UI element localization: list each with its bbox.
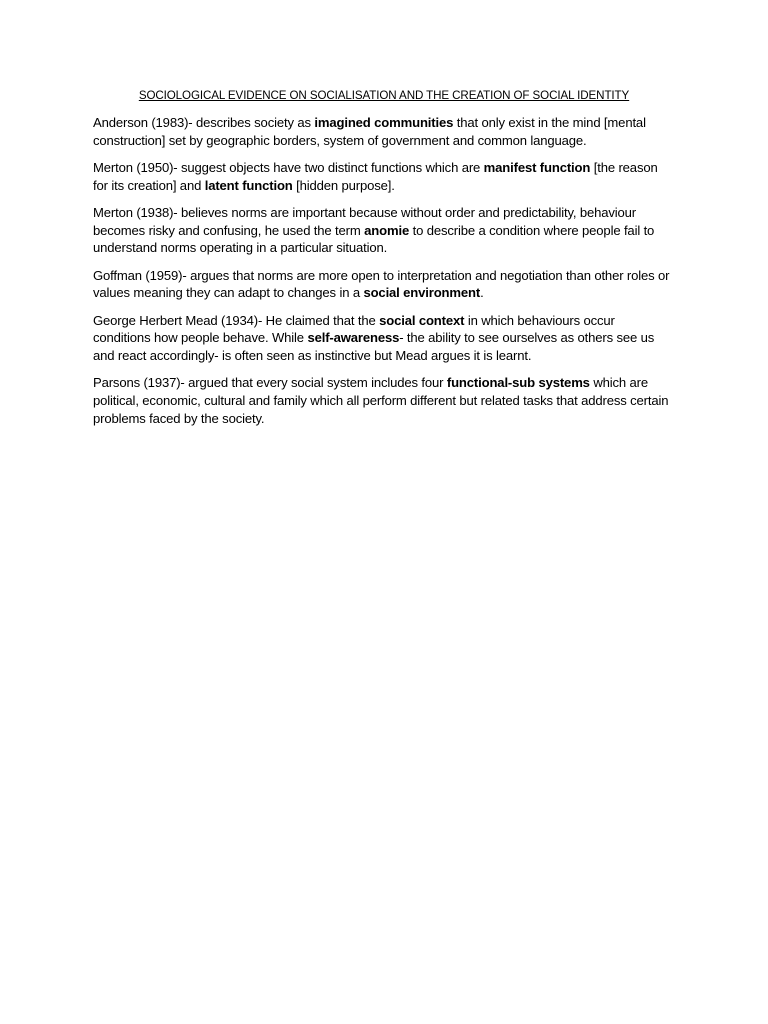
paragraph-text: Parsons (1937)- argued that every social system includes four [93,375,447,391]
document-title: SOCIOLOGICAL EVIDENCE ON SOCIALISATION AND THE CREATION OF SOCIAL IDENTITY [138,89,630,102]
key-term: anomie [364,222,410,238]
paragraph-text: - the ability to see ourselves as others see us and react accordingly- is often seen as instinctive but Mead argues it is learnt. [93,330,655,364]
paragraph-goffman [93,267,675,302]
key-term: functional-sub systems [446,375,590,391]
key-term: self-awareness [307,330,400,346]
paragraph-text: Merton (1938)- believes norms are important because without order and predictability, behaviour becomes risky and confusing, he used the term [93,205,637,238]
paragraph-parsons [93,374,675,427]
paragraph-anderson [93,114,675,149]
paragraph-text: George Herbert Mead (1934)- He claimed that the [93,312,380,328]
paragraph-text: [the reason for its creation] and [93,160,658,193]
key-term: social environment [363,285,481,301]
key-term: social context [379,312,465,328]
paragraph-text: Anderson (1983)- describes society as [93,115,315,130]
paragraph-merton-1938 [93,204,675,257]
paragraph-text: in which behaviours occur conditions how people behave. While [93,312,615,346]
key-term: latent function [204,177,293,193]
paragraph-text: to describe a condition where people fail to understand norms operating in a particular situation. [93,222,655,256]
key-term: imagined communities [314,115,454,130]
paragraph-text: which are political, economic, cultural and family which all perform different but related tasks that address certain problems faced by the society. [93,375,669,426]
paragraph-merton-1950 [93,159,675,194]
paragraph-text: [hidden purpose]. [292,177,395,193]
paragraph-text: that only exist in the mind [mental construction] set by geographic borders, system of government and common language. [93,115,646,148]
document-body [93,87,675,437]
paragraph-text: Goffman (1959)- argues that norms are more open to interpretation and negotiation than other roles or values meaning they can adapt to changes in a [93,267,670,301]
paragraph-mead [93,312,675,365]
paragraph-text: Merton (1950)- suggest objects have two distinct functions which are [93,160,484,175]
paragraph-text: . [480,285,484,301]
key-term: manifest function [483,160,591,175]
